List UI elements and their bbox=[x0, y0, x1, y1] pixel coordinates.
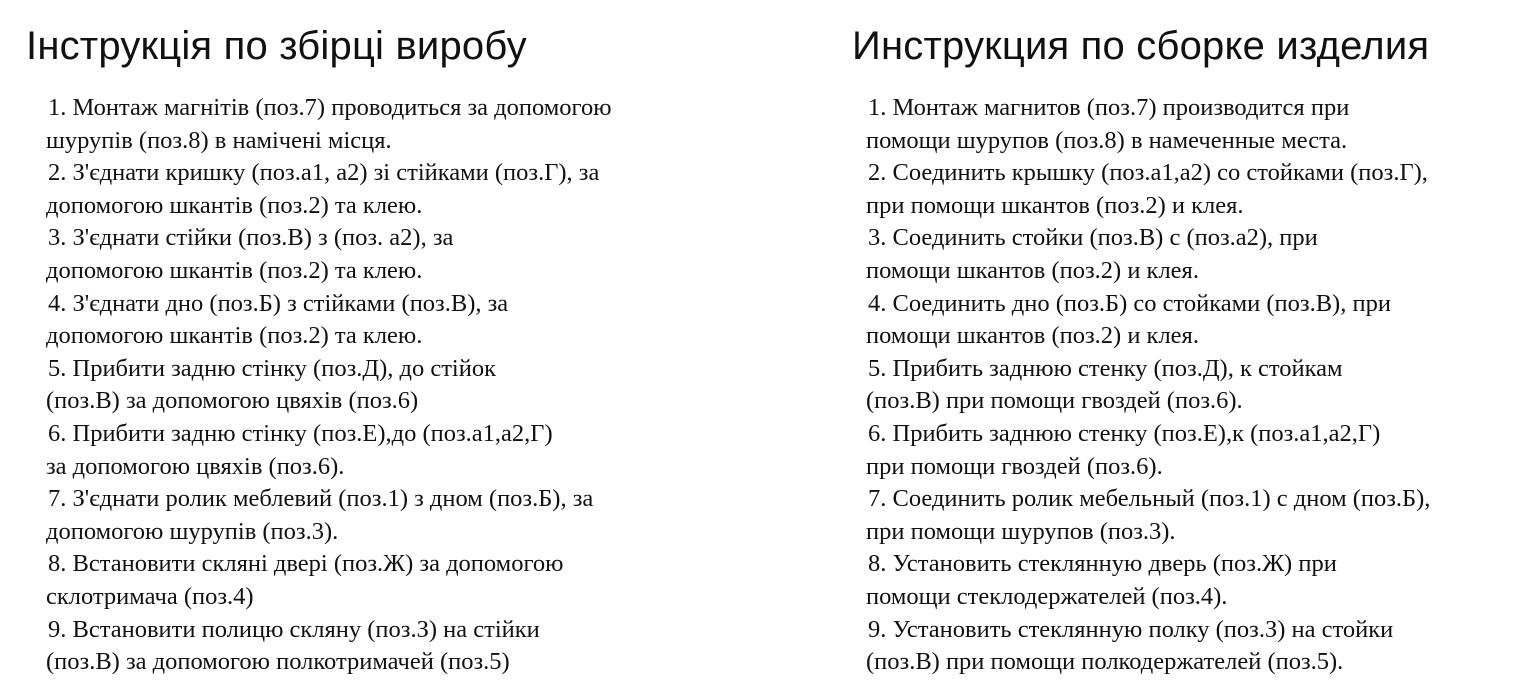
step-text: 9. Встановити полицю скляну (поз.З) на стійки bbox=[48, 615, 540, 643]
step-6 bbox=[866, 418, 1430, 483]
title-russian: Инструкция по сборке изделия bbox=[852, 24, 1430, 68]
step-text: помощи шкантов (поз.2) и клея. bbox=[866, 256, 1199, 284]
step-text: 1. Монтаж магнитов (поз.7) производится при bbox=[868, 94, 1350, 121]
steps-list-ukrainian bbox=[46, 92, 612, 679]
step-5 bbox=[866, 353, 1430, 418]
step-text: 7. Соединить ролик мебельный (поз.1) с дном (поз.Б), bbox=[868, 485, 1431, 513]
step-text: помощи шурупов (поз.8) в намеченные места. bbox=[866, 126, 1348, 154]
step-text: допомогою шурупів (поз.3). bbox=[46, 517, 339, 545]
step-text: (поз.В) при помощи полкодержателей (поз.5). bbox=[866, 648, 1344, 676]
step-4 bbox=[46, 288, 612, 353]
step-text: 6. Прибити задню стінку (поз.Е),до (поз.а1,а2,Г) bbox=[48, 419, 553, 447]
step-8 bbox=[866, 548, 1430, 613]
step-text: допомогою шкантів (поз.2) та клею. bbox=[46, 322, 423, 350]
step-8 bbox=[46, 548, 612, 613]
step-text: допомогою шкантів (поз.2) та клею. bbox=[46, 191, 423, 219]
step-text: 1. Монтаж магнітів (поз.7) проводиться за допомогою bbox=[48, 94, 612, 121]
step-text: 4. Соединить дно (поз.Б) со стойками (поз.В), при bbox=[868, 289, 1391, 317]
step-text: при помощи гвоздей (поз.6). bbox=[866, 452, 1163, 480]
step-6 bbox=[46, 418, 612, 483]
step-text: (поз.В) за допомогою цвяхів (поз.6) bbox=[46, 387, 419, 415]
step-text: 5. Прибити задню стінку (поз.Д), до стійок bbox=[48, 354, 496, 382]
step-text: склотримача (поз.4) bbox=[46, 582, 254, 610]
step-text: (поз.В) за допомогою полкотримачей (поз.5) bbox=[46, 648, 510, 676]
step-text: 5. Прибить заднюю стенку (поз.Д), к стойкам bbox=[868, 354, 1343, 382]
step-text: помощи стеклодержателей (поз.4). bbox=[866, 582, 1228, 610]
step-9 bbox=[866, 614, 1430, 679]
step-text: 2. Соединить крышку (поз.а1,а2) со стойками (поз.Г), bbox=[868, 159, 1428, 187]
step-text: шурупів (поз.8) в намічені місця. bbox=[46, 126, 392, 154]
step-text: помощи шкантов (поз.2) и клея. bbox=[866, 322, 1199, 350]
step-text: 4. З'єднати дно (поз.Б) з стійками (поз.В), за bbox=[48, 289, 509, 317]
step-5 bbox=[46, 353, 612, 418]
step-text: 8. Встановити скляні двері (поз.Ж) за допомогою bbox=[48, 550, 564, 578]
step-text: 6. Прибить заднюю стенку (поз.Е),к (поз.а1,а2,Г) bbox=[868, 419, 1381, 447]
step-text: 7. З'єднати ролик меблевий (поз.1) з дном (поз.Б), за bbox=[48, 485, 594, 513]
step-1 bbox=[46, 92, 612, 157]
step-3 bbox=[46, 222, 612, 287]
step-text: 3. Соединить стойки (поз.В) с (поз.а2), при bbox=[868, 224, 1318, 252]
step-2 bbox=[866, 157, 1430, 222]
steps-list-russian bbox=[866, 92, 1430, 679]
step-7 bbox=[46, 483, 612, 548]
step-text: (поз.В) при помощи гвоздей (поз.6). bbox=[866, 387, 1243, 415]
step-text: 8. Установить стеклянную дверь (поз.Ж) при bbox=[868, 550, 1337, 578]
step-9 bbox=[46, 614, 612, 679]
step-2 bbox=[46, 157, 612, 222]
step-1 bbox=[866, 92, 1430, 157]
step-text: за допомогою цвяхів (поз.6). bbox=[46, 452, 345, 480]
step-7 bbox=[866, 483, 1430, 548]
step-text: при помощи шкантов (поз.2) и клея. bbox=[866, 191, 1244, 219]
title-ukrainian: Інструкція по збірці виробу bbox=[26, 24, 527, 68]
step-4 bbox=[866, 288, 1430, 353]
step-text: при помощи шурупов (поз.3). bbox=[866, 517, 1176, 545]
step-text: 9. Установить стеклянную полку (поз.З) на стойки bbox=[868, 615, 1394, 643]
step-3 bbox=[866, 222, 1430, 287]
step-text: 3. З'єднати стійки (поз.В) з (поз. а2), за bbox=[48, 224, 454, 252]
step-text: 2. З'єднати кришку (поз.а1, а2) зі стійками (поз.Г), за bbox=[48, 159, 600, 187]
step-text: допомогою шкантів (поз.2) та клею. bbox=[46, 256, 423, 284]
